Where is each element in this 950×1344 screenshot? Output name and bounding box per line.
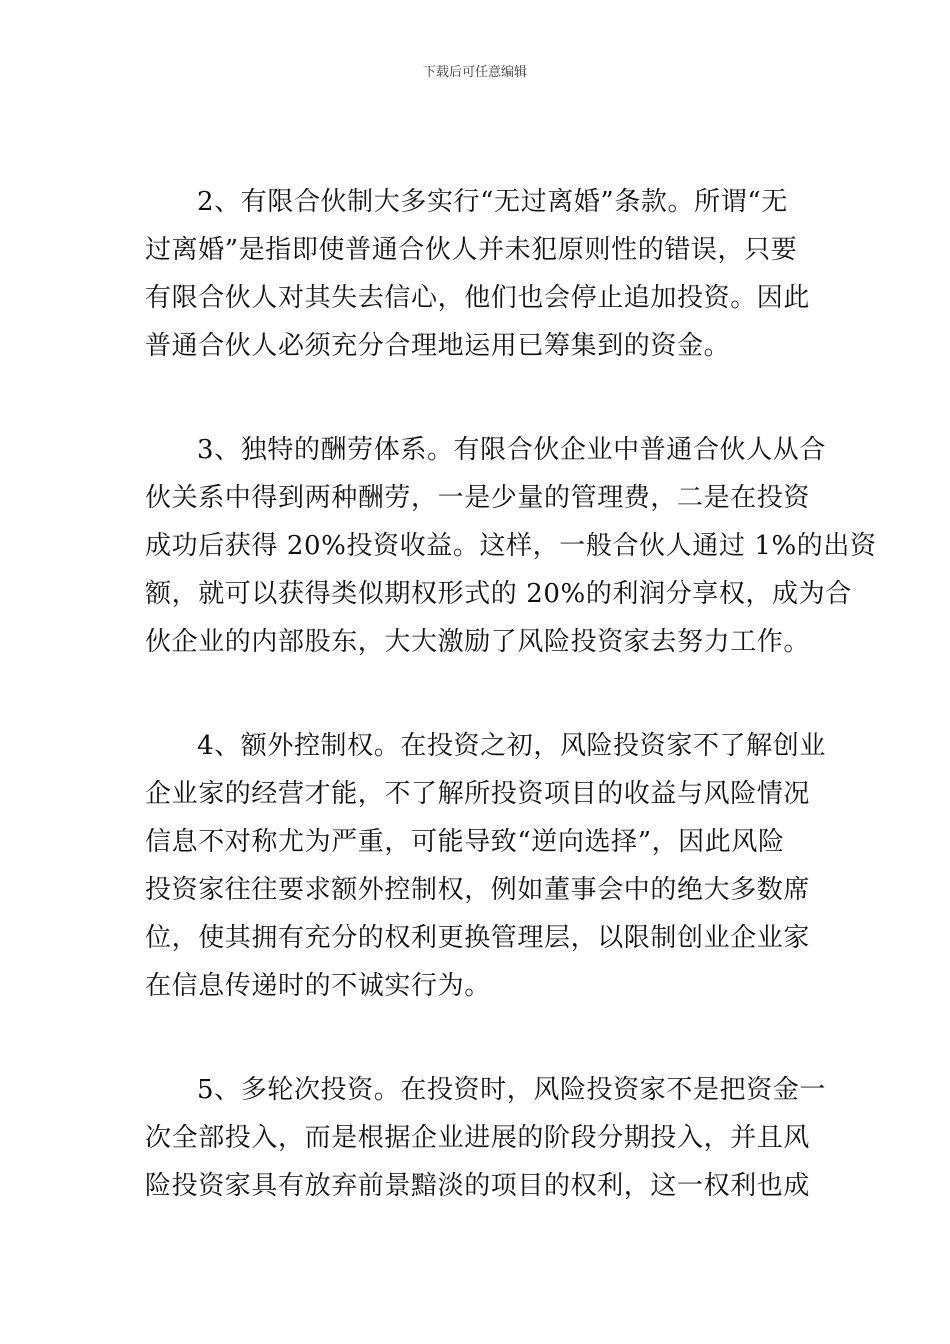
paragraph-line: 额，就可以获得类似期权形式的 20%的利润分享权，成为合: [145, 579, 852, 609]
paragraph-line: 成功后获得 20%投资收益。这样，一般合伙人通过 1%的出资: [145, 531, 877, 561]
paragraph-line: 普通合伙人必须充分合理地运用已筹集到的资金。: [145, 331, 731, 361]
paragraph-line: 在信息传递时的不诚实行为。: [145, 971, 491, 1001]
paragraph-line: 投资家往往要求额外控制权，例如董事会中的绝大多数席: [145, 875, 811, 905]
paragraph-line: 4、额外控制权。在投资之初，风险投资家不了解创业: [197, 731, 826, 761]
paragraph-line: 伙关系中得到两种酬劳，一是少量的管理费，二是在投资: [145, 483, 811, 513]
paragraph-4: [145, 722, 826, 1010]
page-header-note: 下载后可任意编辑: [422, 65, 527, 80]
paragraph-line: 3、独特的酬劳体系。有限合伙企业中普通合伙人从合: [197, 435, 826, 465]
paragraph-line: 有限合伙人对其失去信心，他们也会停止追加投资。因此: [145, 283, 811, 313]
paragraph-line: 伙企业的内部股东，大大激励了风险投资家去努力工作。: [145, 627, 811, 657]
document-body: [145, 178, 877, 1266]
paragraph-line: 位，使其拥有充分的权利更换管理层，以限制创业企业家: [145, 923, 811, 953]
paragraph-line: 5、多轮次投资。在投资时，风险投资家不是把资金一: [197, 1075, 826, 1105]
paragraph-line: 险投资家具有放弃前景黯淡的项目的权利，这一权利也成: [145, 1171, 811, 1201]
paragraph-2: [145, 178, 810, 370]
paragraph-line: 过离婚”是指即使普通合伙人并未犯原则性的错误，只要: [145, 235, 798, 265]
paragraph-3: [145, 426, 877, 666]
paragraph-line: 信息不对称尤为严重，可能导致“逆向选择”，因此风险: [145, 827, 785, 857]
paragraph-5: [145, 1066, 826, 1210]
paragraph-line: 次全部投入，而是根据企业进展的阶段分期投入，并且风: [145, 1123, 811, 1153]
paragraph-line: 企业家的经营才能，不了解所投资项目的收益与风险情况: [145, 779, 811, 809]
paragraph-line: 2、有限合伙制大多实行“无过离婚”条款。所谓“无: [197, 187, 788, 217]
